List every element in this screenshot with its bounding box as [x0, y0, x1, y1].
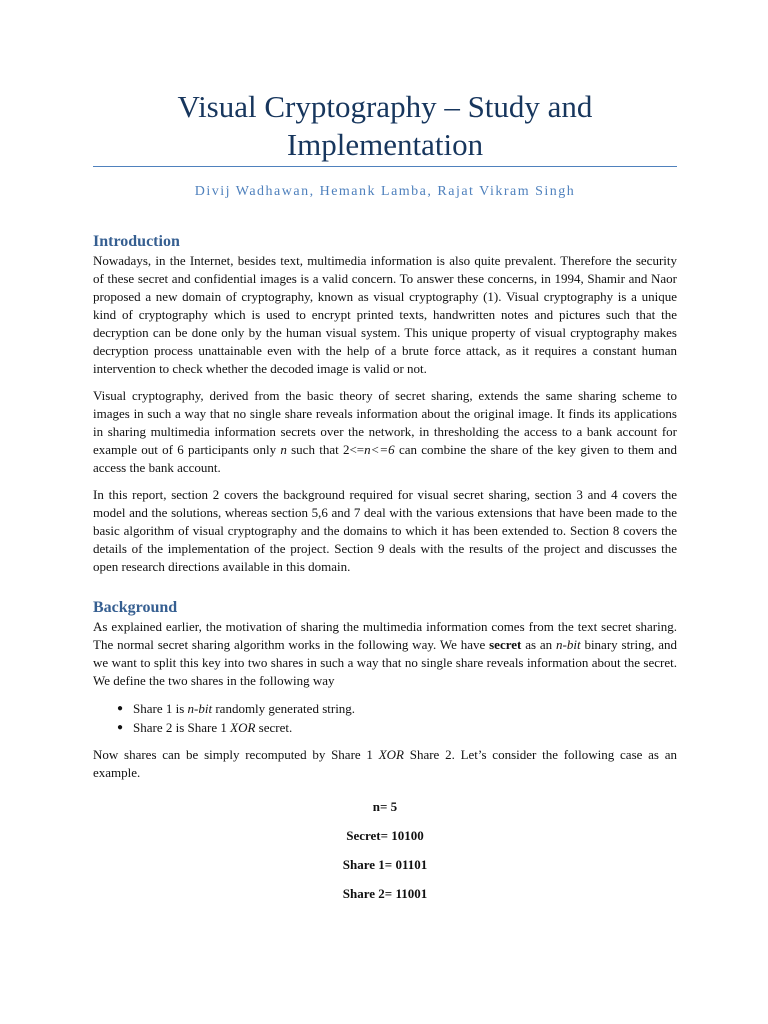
example-line: Secret= 10100 [346, 828, 424, 843]
intro-paragraph-3: In this report, section 2 covers the background required for visual secret sharing, section 3 and 4 covers the model and the solutions, whereas section 5,6 and 7 deal with the various extensions that have been made to the basic algorithm of visual cryptography and the domains to which it has been extended to. Section 8 covers the details of the implementation of the project. Section 9 deals with the results of the project and discusses the open research directions available in this domain. [93, 487, 677, 574]
bullet-icon: ● [117, 703, 124, 714]
share-definition-list [93, 699, 677, 737]
xor-example [93, 798, 677, 903]
background-paragraph-1: As explained earlier, the motivation of sharing the multimedia information comes from the text secret sharing. The normal secret sharing algorithm works in the following way. We have secret as an n-bit binary string, and we want to split this key into two shares in such a way that no single share reveals information about the secret. We define the two shares in the following way [93, 619, 678, 688]
paper-body [93, 232, 677, 914]
intro-paragraph-1: Nowadays, in the Internet, besides text, multimedia information is also quite prevalent. Therefore the security of these secret and confidential images is a valid concern. To answer these concerns, in 1994, Shamir and Naor proposed a new domain of cryptography, known as visual cryptography (1). Visual cryptography is a unique kind of cryptography which is used to encrypt printed texts, handwritten notes and pictures such that the decryption can be done only by the human visual system. This unique property of visual cryptography makes decryption process unattainable even with the help of a brute force attack, as it requires a constant human intervention to check whether the decoded image is valid or not. [93, 253, 677, 376]
background-paragraph-2: Now shares can be simply recomputed by Share 1 XOR Share 2. Let’s consider the following case as an example. [93, 747, 677, 780]
list-item: ● Share 2 is Share 1 XOR secret. [117, 720, 293, 735]
paper-title: Visual Cryptography – Study and Implementation [177, 89, 593, 162]
background-heading: Background [93, 599, 178, 616]
bullet-icon: ● [117, 722, 124, 733]
intro-paragraph-2: Visual cryptography, derived from the basic theory of secret sharing, extends the same sharing scheme to images in such a way that no single share reveals information about the original image. It finds its applications in sharing multimedia information secrets over the network, in thresholding the access to a bank account for example out of 6 participants only n such that 2<=n<=6 can combine the share of the key given to them and access the bank account. [93, 388, 677, 475]
example-line: Share 1= 01101 [342, 857, 428, 872]
example-line: n= 5 [372, 799, 398, 814]
introduction-heading: Introduction [93, 233, 180, 250]
example-line: Share 2= 11001 [342, 886, 428, 901]
title-divider [93, 166, 677, 167]
author-list: Divij Wadhawan, Hemank Lamba, Rajat Vikram Singh [194, 184, 576, 199]
list-item: ● Share 1 is n-bit randomly generated string. [117, 701, 356, 716]
